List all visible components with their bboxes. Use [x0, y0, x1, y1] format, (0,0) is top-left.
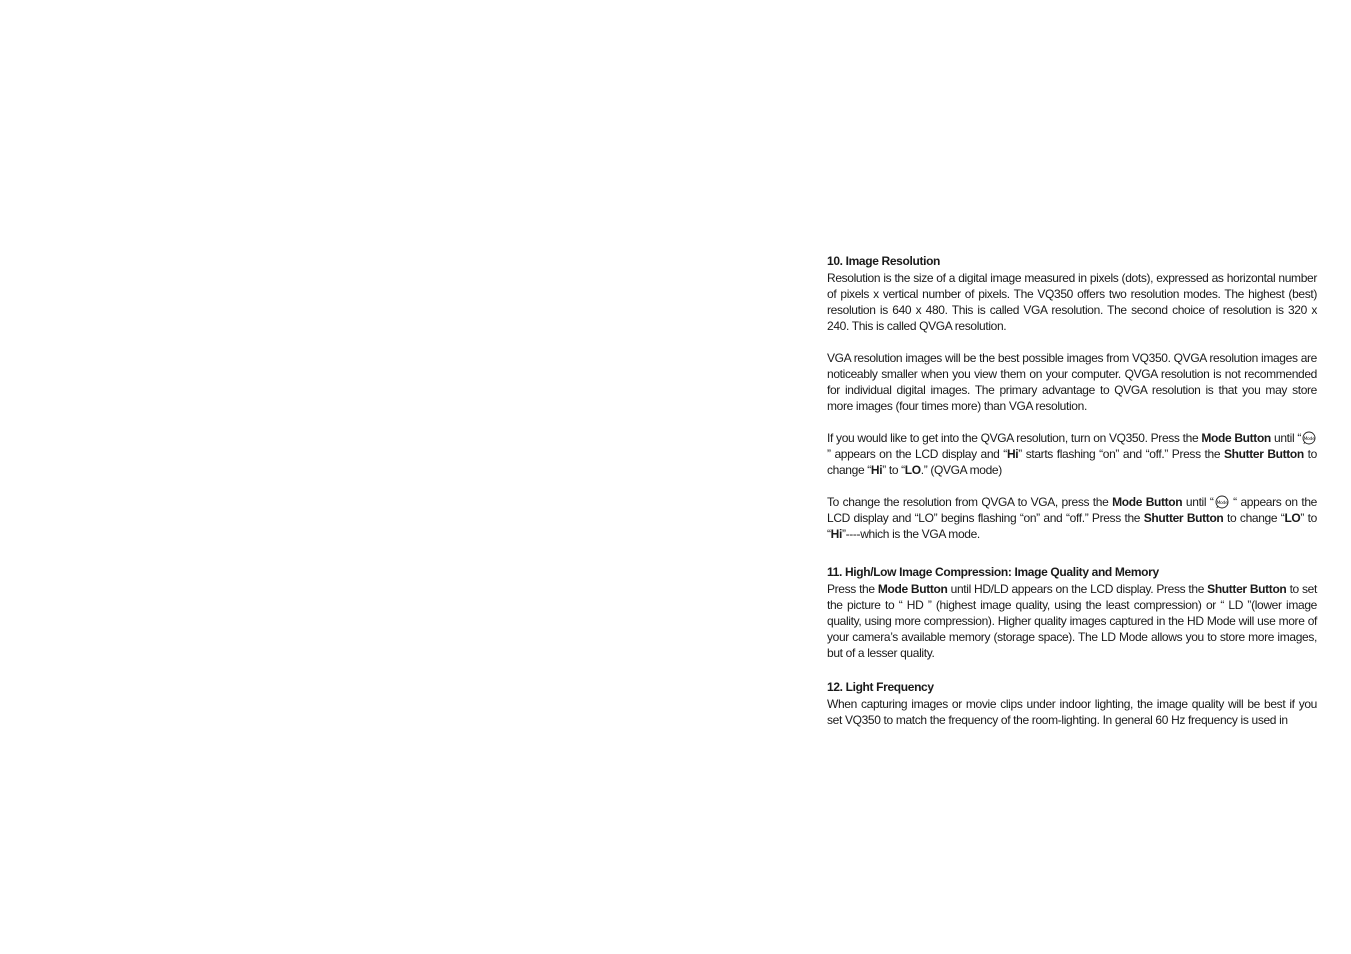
text-run: ” to “ [882, 463, 905, 477]
section-heading-image-resolution: 10. Image Resolution [827, 254, 941, 268]
text-run: ” appears on the LCD display and “ [827, 447, 1007, 461]
text-run: until “ [1182, 495, 1214, 509]
text-run: ”----which is the VGA mode. [841, 527, 980, 541]
lo-term: LO [904, 463, 921, 477]
text-run: to change “ [1223, 511, 1285, 525]
lo-term: LO [1284, 511, 1301, 525]
shutter-button-term: Shutter Button [1223, 447, 1304, 461]
mode-icon-label: Mode [1303, 436, 1315, 442]
mode-icon [1215, 495, 1229, 509]
section-heading-compression: 11. High/Low Image Compression: Image Quality and Memory [827, 565, 1159, 579]
mode-icon [1302, 431, 1316, 445]
resolution-paragraph-2: VGA resolution images will be the best possible images from VQ350. QVGA resolution images are noticeably smaller when you view them on your computer. QVGA resolution is not recommended for individual digital images. The primary advantage to QVGA resolution is that you may store more images (four times more) than VGA resolution. [827, 351, 1317, 413]
hi-term: Hi [870, 463, 883, 477]
resolution-paragraph-1: Resolution is the size of a digital image measured in pixels (dots), expressed as horizontal number of pixels x vertical number of pixels. The VQ350 offers two resolution modes. The highest (best) resolution is 640 x 480. This is called VGA resolution. The second choice of resolution is 320 x 240. This is called QVGA resolution. [827, 271, 1317, 333]
mode-button-term: Mode Button [877, 582, 948, 596]
mode-icon-label: Mode [1215, 500, 1228, 506]
hi-term: Hi [1006, 447, 1019, 461]
resolution-paragraph-3 [827, 430, 1317, 478]
text-run: .” (QVGA mode) [920, 463, 1002, 477]
text-run: ” starts flashing “on” and “off.” Press the [1018, 447, 1224, 461]
resolution-paragraph-4 [827, 494, 1317, 542]
text-run: until “ [1270, 431, 1301, 445]
shutter-button-term: Shutter Button [1143, 511, 1224, 525]
section-heading-light-frequency: 12. Light Frequency [827, 680, 934, 694]
text-column [827, 253, 1317, 728]
text-run: ” to “ [827, 511, 1317, 541]
text-run: To change the resolution from QVGA to VGA, press the [827, 495, 1113, 509]
mode-button-term: Mode Button [1201, 431, 1271, 445]
text-run: Press the [827, 582, 878, 596]
compression-paragraph-1 [827, 581, 1317, 661]
text-run: until HD/LD appears on the LCD display. Press the [947, 582, 1208, 596]
mode-button-term: Mode Button [1112, 495, 1183, 509]
text-run: “ appears on the LCD display and “LO” begins flashing “on” and “off.” Press the [827, 495, 1318, 525]
text-run: to set the picture to “ HD ” (highest image quality, using the least compression) or “ LD ”(lower image quality, using more compression). Higher quality images captured in the HD Mode will use more of your camera’s available memory (storage space). The LD Mode allows you to store more images, but of a lesser quality. [827, 582, 1317, 660]
hi-term: Hi [830, 527, 842, 541]
shutter-button-term: Shutter Button [1207, 582, 1287, 596]
text-run: If you would like to get into the QVGA resolution, turn on VQ350. Press the [827, 431, 1202, 445]
frequency-paragraph-1: When capturing images or movie clips under indoor lighting, the image quality will be best if you set VQ350 to match the frequency of the room-lighting. In general 60 Hz frequency is used in [827, 697, 1317, 727]
text-run: to change “ [827, 447, 1317, 477]
